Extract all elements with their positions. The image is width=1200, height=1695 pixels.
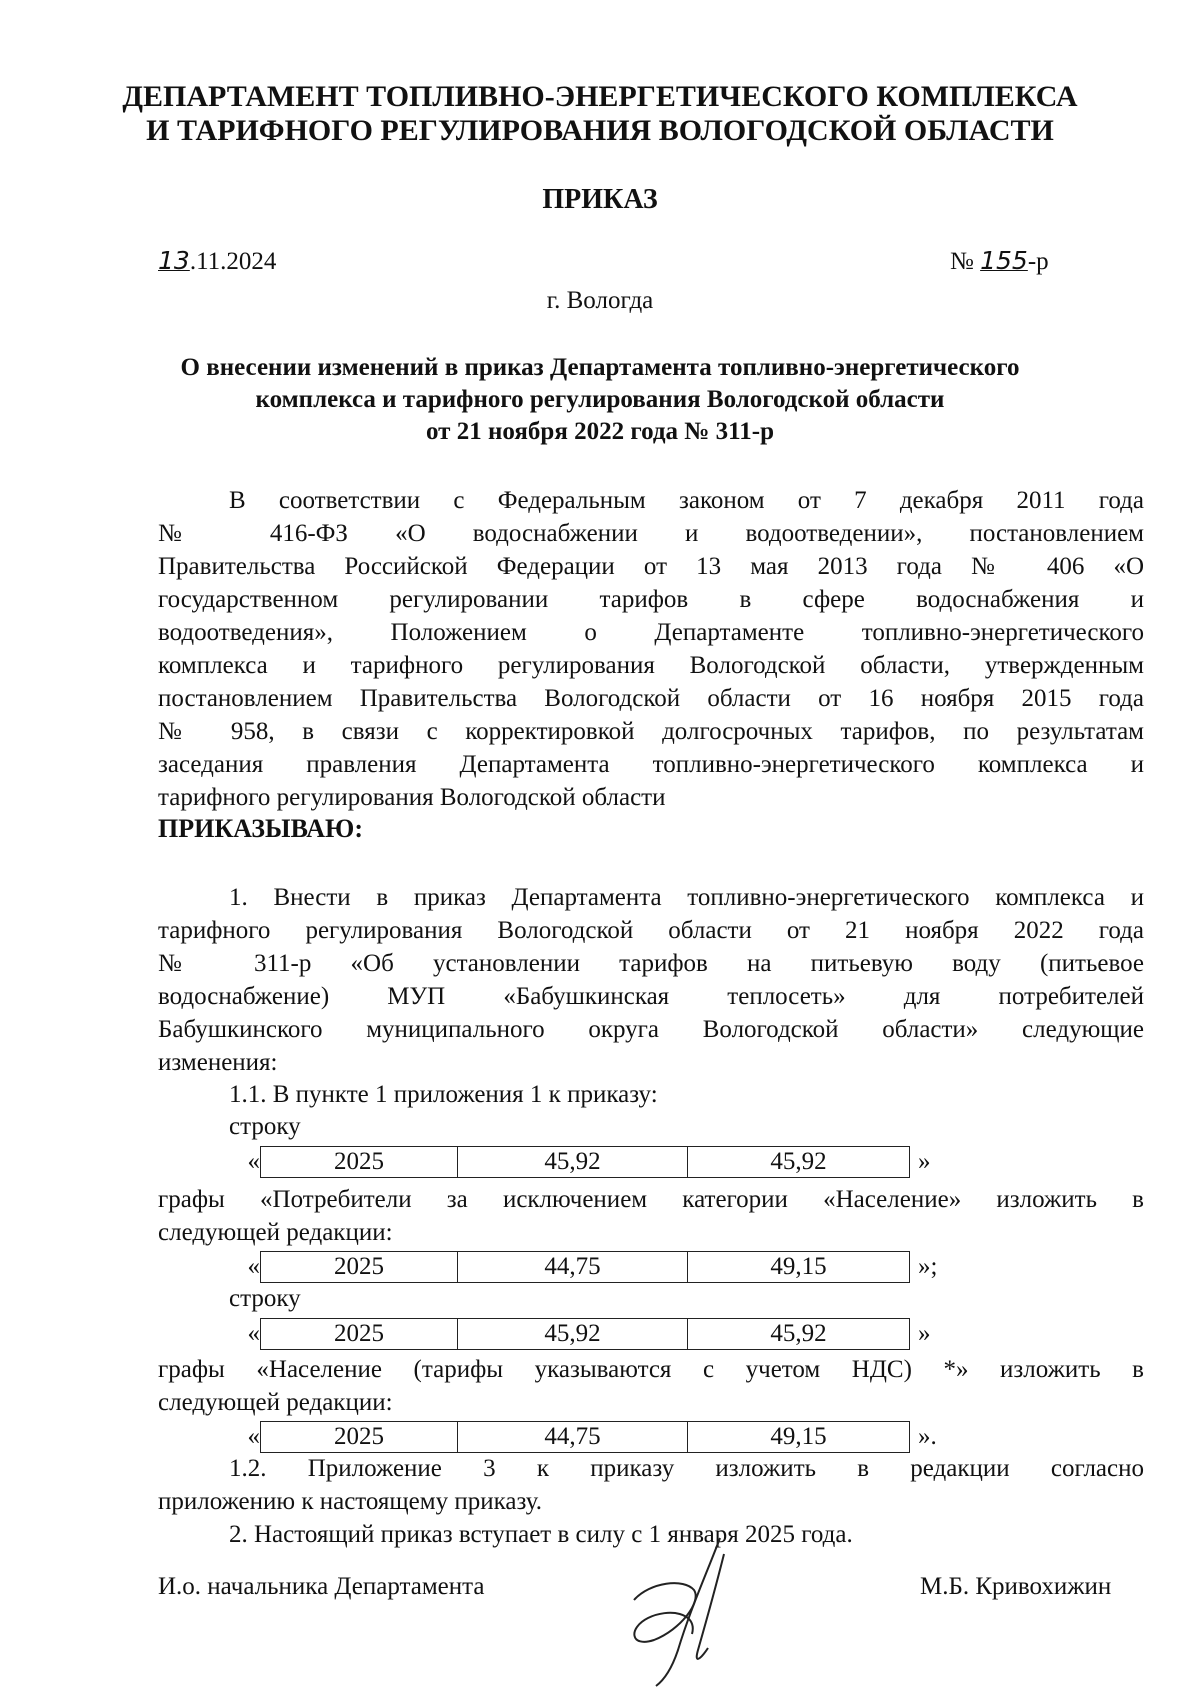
order-number — [950, 246, 1049, 277]
table-cell-year: 2025 — [334, 1320, 384, 1347]
doc-type-title: ПРИКАЗ — [542, 184, 658, 215]
preamble-paragraph — [158, 484, 1144, 814]
preamble-line: водоотведения», Положением о Департаменте топливно-энергетического — [158, 619, 1144, 646]
sub-item-1-1: 1.1. В пункте 1 приложения 1 к приказу: — [229, 1081, 658, 1108]
tariff-table-row — [236, 1146, 931, 1178]
item-1-paragraph — [158, 881, 1144, 1079]
department-line-1: ДЕПАРТАМЕНТ ТОПЛИВНО-ЭНЕРГЕТИЧЕСКОГО КОМПЛЕКСА — [122, 80, 1078, 113]
quote-open: « — [247, 1253, 260, 1280]
order-date — [158, 246, 276, 277]
tariff-table-row — [236, 1251, 937, 1283]
preamble-line: постановлением Правительства Вологодской области от 16 ноября 2015 года — [158, 685, 1144, 712]
graph-2-line-2: следующей редакции: — [158, 1389, 393, 1416]
table-cell-value-2: 45,92 — [687, 1147, 909, 1177]
number-prefix: № — [950, 248, 981, 275]
number-suffix: -р — [1027, 248, 1049, 275]
quote-open: « — [247, 1148, 260, 1175]
date-handwritten: 13 — [158, 246, 190, 275]
item-2-text: 2. Настоящий приказ вступает в силу с 1 января 2025 года. — [229, 1521, 853, 1548]
word-row-label: строку — [229, 1285, 301, 1312]
item-1-line: тарифного регулирования Вологодской области от 21 ноября 2022 года — [158, 917, 1144, 944]
table-cell-value-1: 45,92 — [457, 1319, 687, 1349]
table-cell-value-2: 45,92 — [687, 1319, 909, 1349]
tariff-table-row — [236, 1421, 937, 1453]
graph-1-line-1: графы «Потребители за исключением категории «Население» изложить в — [158, 1186, 1144, 1213]
item-1-line: № 311-р «Об установлении тарифов на питьевую воду (питьевое — [158, 950, 1144, 977]
word-row-label: строку — [229, 1113, 301, 1140]
quote-close: » — [918, 1320, 931, 1347]
table-cell-value-2: 49,15 — [687, 1422, 909, 1452]
quote-close: » — [918, 1148, 931, 1175]
item-1-line: Бабушкинского муниципального округа Вологодской области» следующие — [158, 1016, 1144, 1043]
department-line-2: И ТАРИФНОГО РЕГУЛИРОВАНИЯ ВОЛОГОДСКОЙ ОБЛАСТИ — [146, 114, 1054, 147]
preamble-line: комплекса и тарифного регулирования Вологодской области, утвержденным — [158, 652, 1144, 679]
table-cell-value-2: 49,15 — [687, 1252, 909, 1282]
signatory-name: М.Б. Кривохижин — [920, 1573, 1112, 1600]
graph-2-line-1: графы «Население (тарифы указываются с учетом НДС) *» изложить в — [158, 1356, 1144, 1383]
table-cell-value-1: 44,75 — [457, 1252, 687, 1282]
date-printed: .11.2024 — [189, 248, 277, 275]
subject-line-3: от 21 ноября 2022 года № 311-р — [426, 418, 774, 445]
item-1-2-line-1: 1.2. Приложение 3 к приказу изложить в редакции согласно — [229, 1455, 1144, 1482]
table-cell-value-1: 44,75 — [457, 1422, 687, 1452]
department-header — [0, 80, 1200, 148]
preamble-line: заседания правления Департамента топливно-энергетического комплекса и — [158, 751, 1144, 778]
table-cell-year: 2025 — [334, 1423, 384, 1450]
order-subject — [0, 352, 1200, 448]
handwritten-signature — [620, 1530, 780, 1690]
item-1-line: изменения: — [158, 1049, 278, 1076]
city: г. Вологда — [546, 287, 654, 314]
quote-close: »; — [918, 1253, 938, 1280]
preamble-line: № 958, в связи с корректировкой долгосрочных тарифов, по результатам — [158, 718, 1144, 745]
preamble-line: Правительства Российской Федерации от 13 мая 2013 года № 406 «О — [158, 553, 1144, 580]
table-cell-year: 2025 — [334, 1253, 384, 1280]
tariff-table-row — [236, 1318, 931, 1350]
preamble-line: № 416-ФЗ «О водоснабжении и водоотведении», постановлением — [158, 520, 1144, 547]
table-cell-value-1: 45,92 — [457, 1147, 687, 1177]
graph-1-line-2: следующей редакции: — [158, 1219, 393, 1246]
table-cell-year: 2025 — [334, 1148, 384, 1175]
quote-close: ». — [918, 1423, 937, 1450]
subject-line-1: О внесении изменений в приказ Департамента топливно-энергетического — [180, 354, 1020, 381]
decree-word: ПРИКАЗЫВАЮ: — [158, 814, 363, 843]
item-1-line: водоснабжение) МУП «Бабушкинская теплосеть» для потребителей — [158, 983, 1144, 1010]
signatory-role: И.о. начальника Департамента — [158, 1573, 485, 1600]
item-1-2-line-2: приложению к настоящему приказу. — [158, 1488, 543, 1515]
preamble-line: В соответствии с Федеральным законом от 7 декабря 2011 года — [229, 487, 1144, 514]
quote-open: « — [247, 1423, 260, 1450]
quote-open: « — [247, 1320, 260, 1347]
preamble-line: тарифного регулирования Вологодской области — [158, 784, 666, 811]
item-1-line: 1. Внести в приказ Департамента топливно-энергетического комплекса и — [229, 884, 1144, 911]
item-1-2-text — [158, 1452, 1144, 1518]
graph-1-text — [158, 1183, 1144, 1249]
graph-2-text — [158, 1353, 1144, 1419]
subject-line-2: комплекса и тарифного регулирования Вологодской области — [255, 386, 945, 413]
number-handwritten: 155 — [980, 246, 1028, 275]
preamble-line: государственном регулировании тарифов в сфере водоснабжения и — [158, 586, 1144, 613]
